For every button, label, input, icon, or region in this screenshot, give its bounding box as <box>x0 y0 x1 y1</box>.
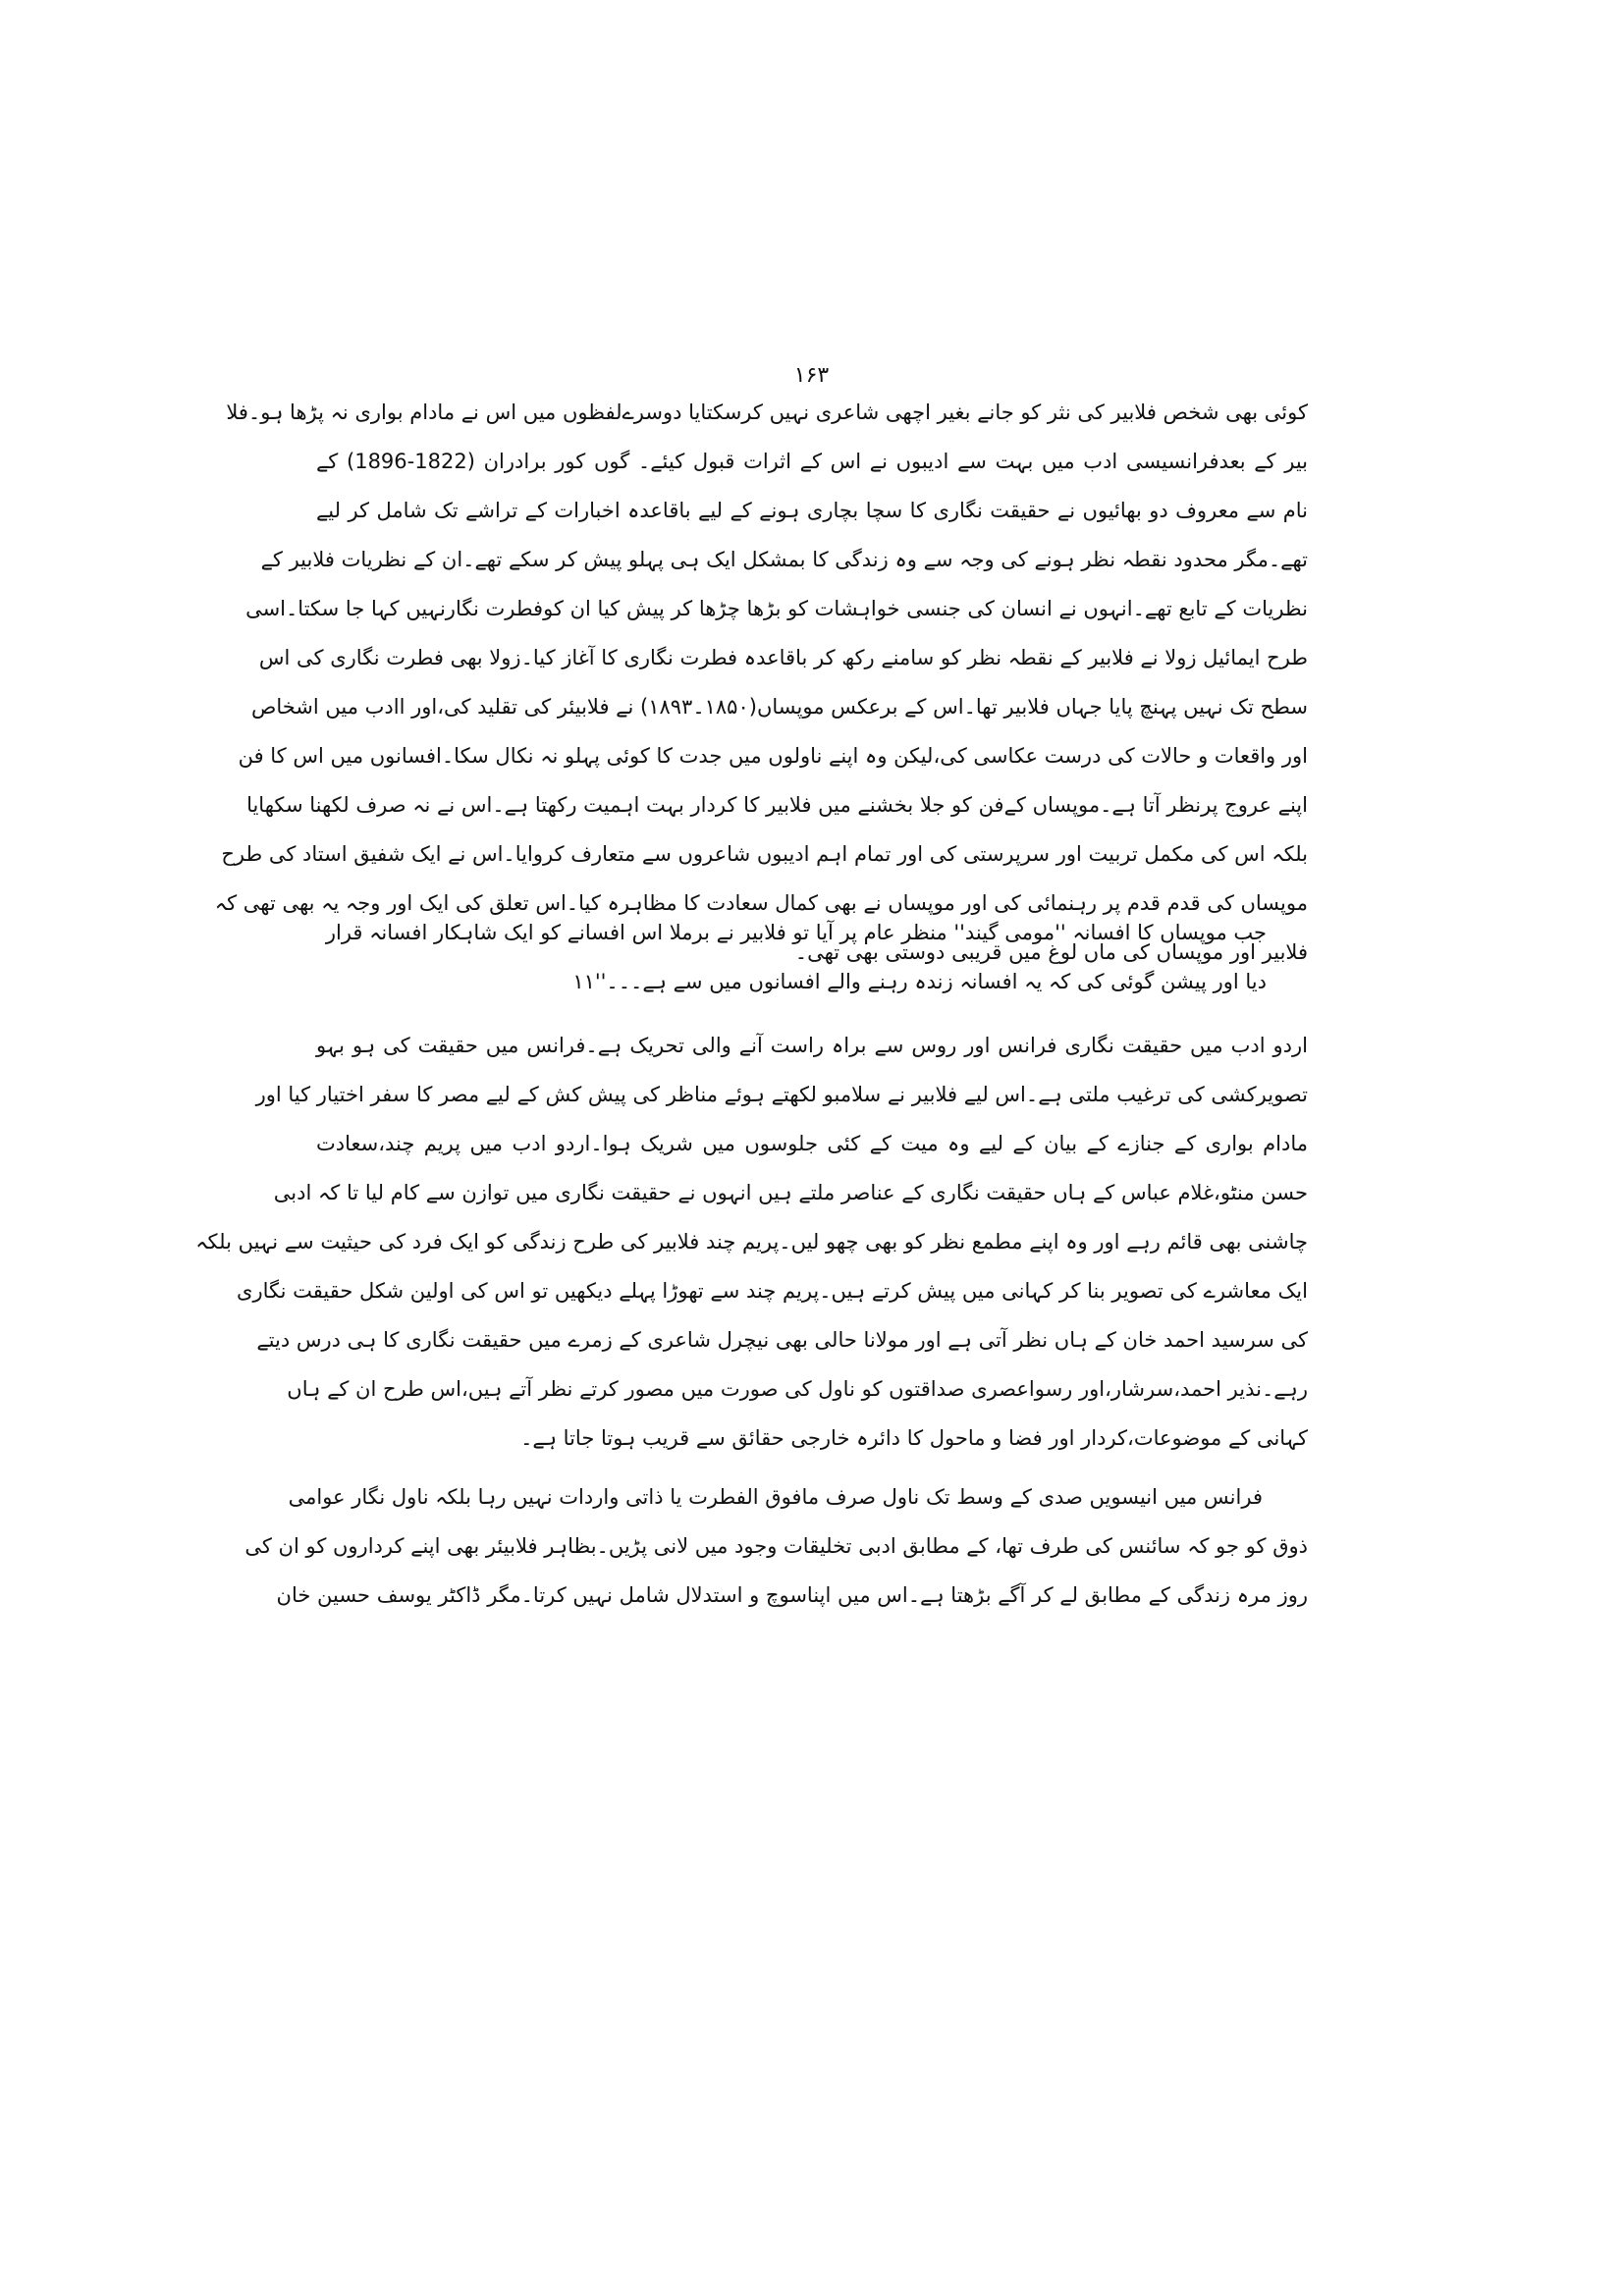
text-line: اپنے عروج پرنظر آتا ہے۔موپساں کےفن کو جلا بخشنے میں فلابیر کا کردار بہت اہمیت رکھتا ہے۔اس نے نہ صرف لکھنا سکھایا <box>246 793 1308 817</box>
text-line: نظریات کے تابع تھے۔انہوں نے انسان کی جنسی خواہشات کو بڑھا چڑھا کر پیش کیا ان کوفطرت نگارنہیں کہا جا سکتا۔اسی <box>245 597 1308 620</box>
text-line: فلابیر اور موپساں کی ماں لوغ میں قریبی دوستی بھی تھی۔ <box>794 940 1308 964</box>
text-line: ذوق کو جو کہ سائنس کی طرف تھا، کے مطابق ادبی تخلیقات وجود میں لانی پڑیں۔بظاہر فلابیئر بھی اپنے کرداروں کو ان کی <box>244 1534 1308 1558</box>
text-line: طرح ایمائیل زولا نے فلابیر کے نقطہ نظر کو سامنے رکھ کر باقاعدہ فطرت نگاری کا آغاز کیا۔زولا بھی فطرت نگاری کی اس <box>258 646 1308 669</box>
quote-line: جب موپساں کا افسانہ ''مومی گیند'' منظر عام پر آیا تو فلابیر نے برملا اس افسانے کو ایک شاہکار افسانہ قرار <box>325 921 1267 944</box>
text-line: اور واقعات و حالات کی درست عکاسی کی،لیکن وہ اپنے ناولوں میں جدت کا کوئی پہلو نہ نکال سکا۔افسانوں میں اس کا فن <box>238 744 1308 768</box>
text-line: ایک معاشرے کی تصویر بنا کر کہانی میں پیش کرتے ہیں۔پریم چند سے تھوڑا پہلے دیکھیں تو اس کی اولین شکل حقیقت نگاری <box>237 1279 1308 1303</box>
text-line: کوئی بھی شخص فلابیر کی نثر کو جانے بغیر اچھی شاعری نہیں کرسکتایا دوسرےلفظوں میں اس نے مادام بواری نہ پڑھا ہو۔فلا <box>226 400 1308 424</box>
text-line: مادام بواری کے جنازے کے بیان کے لیے وہ میت کے کئی جلوسوں میں شریک ہوا۔اردو ادب میں پریم چند،سعادت <box>316 1132 1308 1155</box>
text-line: نام سے معروف دو بھائیوں نے حقیقت نگاری کا سچا بچاری ہونے کے لیے باقاعدہ اخبارات کے تراشے تک شامل کر لیے <box>316 499 1308 522</box>
block-quote <box>325 908 1267 1006</box>
text-line: اردو ادب میں حقیقت نگاری فرانس اور روس سے براہ راست آنے والی تحریک ہے۔فرانس میں حقیقت کی ہو بہو <box>316 1034 1308 1057</box>
text-line: بلکہ اس کی مکمل تربیت اور سرپرستی کی اور تمام اہم ادیبوں شاعروں سے متعارف کروایا۔اس نے ایک شفیق استاد کی طرح <box>221 842 1308 866</box>
text-line: موپساں کی قدم قدم پر رہنمائی کی اور موپساں نے بھی کمال سعادت کا مظاہرہ کیا۔اس تعلق کی ایک اور وجہ یہ بھی تھی کہ <box>214 891 1308 915</box>
text-line: بیر کے بعدفرانسیسی ادب میں بہت سے ادیبوں نے اس کے اثرات قبول کیئے۔ گوں کور برادران (1822-1896) کے <box>316 450 1309 473</box>
text-line: روز مرہ زندگی کے مطابق لے کر آگے بڑھتا ہے۔اس میں اپناسوچ و استدلال شامل نہیں کرتا۔مگر ڈاکٹر یوسف حسین خان <box>276 1583 1308 1607</box>
text-line: فرانس میں انیسویں صدی کے وسط تک ناول صرف مافوق الفطرت یا ذاتی واردات نہیں رہا بلکہ ناول نگار عوامی <box>288 1485 1263 1509</box>
text-line: کہانی کے موضوعات،کردار اور فضا و ماحول کا دائرہ خارجی حقائق سے قریب ہوتا جاتا ہے۔ <box>520 1426 1308 1450</box>
text-line: چاشنی بھی قائم رہے اور وہ اپنے مطمع نظر کو بھی چھو لیں۔پریم چند فلابیر کی طرح زندگی کو ایک فرد کی حیثیت سے نہیں بلکہ <box>195 1230 1308 1254</box>
paragraph-2 <box>195 1021 1308 1463</box>
text-line: رہے۔نذیر احمد،سرشار،اور رسواعصری صداقتوں کو ناول کی صورت میں مصور کرتے نظر آتے ہیں،اس طرح ان کے ہاں <box>287 1377 1308 1401</box>
quote-line: دیا اور پیشن گوئی کی کہ یہ افسانہ زندہ رہنے والے افسانوں میں سے ہے۔۔۔''۱۱ <box>572 970 1267 993</box>
paragraph-3 <box>244 1472 1308 1620</box>
text-line: کی سرسید احمد خان کے ہاں نظر آتی ہے اور مولانا حالی بھی نیچرل شاعری کے زمرے میں حقیقت نگاری کا ہی درس دیتے <box>256 1328 1308 1352</box>
paragraph-1 <box>214 388 1309 977</box>
text-line: تصویرکشی کی ترغیب ملتی ہے۔اس لیے فلابیر نے سلامبو لکھتے ہوئے مناظر کی پیش کش کے لیے مصر کا سفر اختیار کیا اور <box>255 1083 1308 1106</box>
page-number: ۱۶۳ <box>793 363 830 388</box>
text-line: حسن منٹو،غلام عباس کے ہاں حقیقت نگاری کے عناصر ملتے ہیں انہوں نے حقیقت نگاری میں توازن سے کام لیا تا کہ ادبی <box>273 1181 1308 1204</box>
text-line: تھے۔مگر محدود نقطہ نظر ہونے کی وجہ سے وہ زندگی کا بمشکل ایک ہی پہلو پیش کر سکے تھے۔ان کے نظریات فلابیر کے <box>260 548 1308 571</box>
text-line: سطح تک نہیں پہنچ پایا جہاں فلابیر تھا۔اس کے برعکس موپساں(۱۸۵۰۔۱۸۹۳) نے فلابیئر کی تقلید کی،اور اادب میں اشخاص <box>250 695 1308 719</box>
